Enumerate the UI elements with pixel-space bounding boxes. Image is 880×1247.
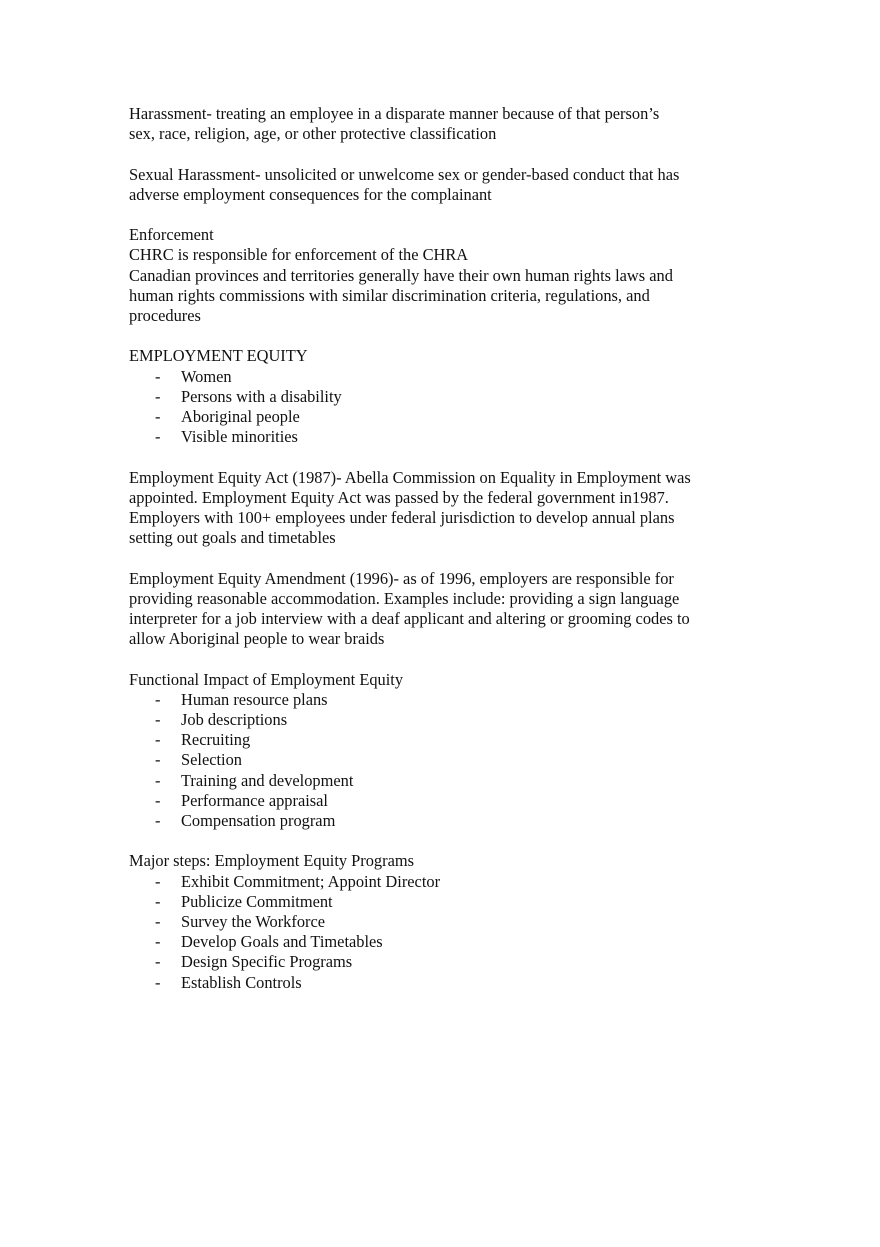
text-line: sex, race, religion, age, or other protective classification [129,124,497,144]
major-steps-section [129,851,749,992]
list-item-text: Exhibit Commitment; Appoint Director [181,871,441,891]
enforcement-section [129,225,749,326]
text-line: allow Aboriginal people to wear braids [129,629,385,649]
dash-bullet: - [155,972,161,992]
dash-bullet: - [155,750,161,770]
harassment-definition [129,104,749,144]
text-line: adverse employment consequences for the complainant [129,184,492,204]
text-line: CHRC is responsible for enforcement of the CHRA [129,245,469,265]
dash-bullet: - [155,871,161,891]
dash-bullet: - [155,932,161,952]
list-item [129,811,749,831]
sexual-harassment-definition [129,165,749,205]
section-heading: Enforcement [129,225,214,245]
paragraph-gap [129,649,749,669]
employment-equity-section [129,346,749,447]
list-item-text: Recruiting [181,730,251,750]
text-line: Harassment- treating an employee in a disparate manner because of that person’s [129,104,660,123]
paragraph-gap [129,447,749,467]
paragraph-gap [129,144,749,164]
document-page [129,104,749,993]
list-item [129,791,749,811]
dash-bullet: - [155,770,161,790]
dash-bullet: - [155,710,161,729]
paragraph-gap [129,326,749,346]
dash-bullet: - [155,912,161,932]
list-item [129,973,749,993]
text-line: Sexual Harassment- unsolicited or unwelcome sex or gender-based conduct that has [129,164,680,184]
section-heading: EMPLOYMENT EQUITY [129,346,308,366]
paragraph-gap [129,548,749,568]
list-item-text: Job descriptions [181,710,288,729]
list-item [129,367,749,387]
list-item-text: Establish Controls [181,972,302,992]
list-item [129,427,749,447]
text-line: setting out goals and timetables [129,528,336,548]
text-line: interpreter for a job interview with a deaf applicant and altering or grooming codes to [129,609,690,628]
text-line: Canadian provinces and territories generally have their own human rights laws and [129,265,673,285]
employment-equity-act-paragraph [129,468,749,549]
list-item [129,387,749,407]
list-item [129,952,749,972]
employment-equity-amendment-paragraph [129,569,749,650]
list-item [129,872,749,892]
designated-groups-list [129,367,749,448]
section-heading: Functional Impact of Employment Equity [129,669,404,689]
list-item-text: Visible minorities [181,427,298,447]
text-line: Employers with 100+ employees under federal jurisdiction to develop annual plans [129,508,675,527]
list-item-text: Persons with a disability [181,386,342,406]
list-item [129,750,749,770]
dash-bullet: - [155,730,161,750]
list-item-text: Women [181,366,232,386]
list-item [129,771,749,791]
list-item-text: Design Specific Programs [181,952,353,972]
list-item [129,892,749,912]
paragraph-gap [129,831,749,851]
list-item-text: Performance appraisal [181,790,328,810]
major-steps-list [129,872,749,993]
dash-bullet: - [155,790,161,810]
dash-bullet: - [155,689,161,709]
list-item [129,932,749,952]
text-line: Employment Equity Act (1987)- Abella Commission on Equality in Employment was [129,467,691,487]
list-item-text: Develop Goals and Timetables [181,932,383,952]
list-item-text: Training and development [181,770,354,790]
dash-bullet: - [155,952,161,972]
list-item-text: Survey the Workforce [181,912,326,932]
dash-bullet: - [155,427,161,447]
list-item-text: Publicize Commitment [181,891,333,911]
text-line: procedures [129,306,201,325]
text-line: Employment Equity Amendment (1996)- as of 1996, employers are responsible for [129,568,674,588]
list-item [129,407,749,427]
list-item [129,710,749,730]
paragraph-gap [129,205,749,225]
dash-bullet: - [155,386,161,406]
functional-impact-section [129,670,749,832]
text-line: appointed. Employment Equity Act was passed by the federal government in1987. [129,487,669,507]
functional-impact-list [129,690,749,831]
dash-bullet: - [155,811,161,831]
list-item-text: Compensation program [181,811,336,831]
list-item [129,912,749,932]
dash-bullet: - [155,891,161,911]
list-item-text: Aboriginal people [181,407,300,426]
section-heading: Major steps: Employment Equity Programs [129,851,414,871]
list-item-text: Human resource plans [181,689,328,709]
dash-bullet: - [155,366,161,386]
dash-bullet: - [155,407,161,426]
text-line: human rights commissions with similar discrimination criteria, regulations, and [129,285,650,305]
list-item-text: Selection [181,750,242,770]
text-line: providing reasonable accommodation. Examples include: providing a sign language [129,588,680,608]
list-item [129,690,749,710]
list-item [129,730,749,750]
